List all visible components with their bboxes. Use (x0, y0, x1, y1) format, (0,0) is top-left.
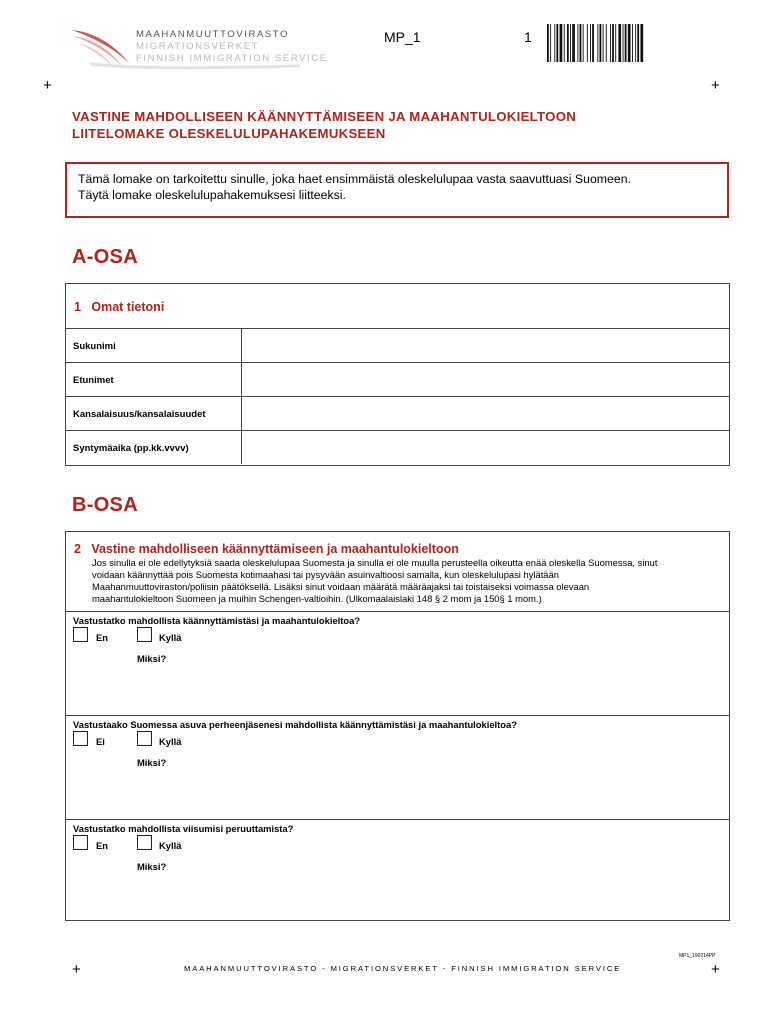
yes-checkbox[interactable] (137, 627, 152, 642)
no-option-label: En (96, 632, 108, 643)
surname-field[interactable] (241, 329, 729, 362)
form-title (72, 108, 576, 142)
question-block (66, 819, 729, 920)
yes-option-label: Kyllä (159, 736, 182, 747)
description-line: Maahanmuuttoviraston/poliisin päätöksellä. Lisäksi sinut voidaan määrätä määräajaksi tai toistaiseksi voimassa olevaan (92, 581, 590, 592)
question-text: Vastustatko mahdollista käännyttämistäsi ja maahantulokieltoa? (73, 615, 361, 626)
registration-mark: + (43, 77, 52, 94)
org-name-fi: MAAHANMUUTTOVIRASTO (136, 29, 290, 40)
section-1-title (74, 300, 164, 314)
no-checkbox[interactable] (73, 627, 88, 642)
why-label: Miksi? (137, 757, 167, 768)
response-table (65, 531, 730, 921)
section-2-title (74, 542, 459, 556)
personal-info-table (65, 283, 730, 466)
form-code: MP_1 (384, 29, 421, 45)
registration-mark: + (711, 961, 720, 978)
form-title-line: LIITELOMAKE OLESKELULUPAHAKEMUKSEEN (72, 126, 386, 141)
no-option-label: Ei (96, 736, 105, 747)
no-checkbox[interactable] (73, 731, 88, 746)
question-text: Vastustaako Suomessa asuva perheenjäsenesi mahdollista käännyttämistäsi ja maahantulokieltoa? (73, 719, 517, 730)
no-checkbox[interactable] (73, 835, 88, 850)
section-title: Vastine mahdolliseen käännyttämiseen ja maahantulokieltoon (91, 542, 459, 556)
field-row-first-names (66, 362, 729, 396)
barcode (545, 24, 705, 62)
field-row-nationality (66, 396, 729, 430)
part-a-heading: A-OSA (72, 246, 138, 268)
why-label: Miksi? (137, 861, 167, 872)
description-line: maahantulokieltoon Suomeen ja muihin Schengen-valtioihin. (Ulkomaalaislaki 148 § 2 mom ja 150§ 1 mom.) (92, 593, 542, 604)
yes-checkbox[interactable] (137, 731, 152, 746)
org-name-sv: MIGRATIONSVERKET (136, 41, 260, 52)
info-box (65, 162, 729, 218)
section-number: 2 (74, 542, 81, 556)
yes-option-label: Kyllä (159, 632, 182, 643)
part-b-heading: B-OSA (72, 494, 138, 516)
registration-mark: + (72, 961, 81, 978)
question-text: Vastustatko mahdollista viisumisi peruuttamista? (73, 823, 294, 834)
question-block (66, 715, 729, 819)
nationality-field[interactable] (241, 397, 729, 430)
field-label: Etunimet (73, 375, 114, 386)
org-name-lines (136, 29, 328, 65)
yes-option-label: Kyllä (159, 840, 182, 851)
field-row-birth-date (66, 430, 729, 464)
form-title-line: VASTINE MAHDOLLISEEN KÄÄNNYTTÄMISEEN JA MAAHANTULOKIELTOON (72, 109, 577, 124)
field-label: Sukunimi (73, 341, 116, 352)
question-block (66, 611, 729, 715)
field-label: Kansalaisuus/kansalaisuudet (73, 409, 206, 420)
footer-org-names: MAAHANMUUTTOVIRASTO - MIGRATIONSVERKET - FINNISH IMMIGRATION SERVICE (184, 964, 622, 973)
description-line: voidaan käännyttää pois Suomesta kotimaahasi tai pysyvään asuinvaltioosi samalla, kun oleskelulupasi hylätään (92, 569, 559, 580)
info-line: Täytä lomake oleskelulupahakemuksesi liitteeksi. (78, 187, 346, 202)
section-description (92, 557, 722, 605)
registration-mark: + (711, 77, 720, 94)
no-option-label: En (96, 840, 108, 851)
info-line: Tämä lomake on tarkoitettu sinulle, joka haet ensimmäistä oleskelulupaa vasta saavuttuasi Suomeen. (78, 172, 631, 186)
description-line: Jos sinulla ei ole edellytyksiä saada oleskelulupaa Suomesta ja sinulla ei ole muulla perusteella oikeutta enää oleskella Suomessa, sinut (92, 557, 658, 568)
section-title: Omat tietoni (91, 300, 165, 314)
birth-date-field[interactable] (241, 431, 729, 464)
yes-checkbox[interactable] (137, 835, 152, 850)
first-names-field[interactable] (241, 363, 729, 396)
field-label: Syntymäaika (pp.kk.vvvv) (73, 443, 189, 454)
document-code: MP1_190214PP (679, 953, 716, 959)
org-name-en: FINNISH IMMIGRATION SERVICE (136, 53, 328, 64)
why-label: Miksi? (137, 653, 167, 664)
field-row-surname (66, 328, 729, 362)
section-number: 1 (74, 300, 81, 314)
page-number: 1 (524, 29, 532, 45)
